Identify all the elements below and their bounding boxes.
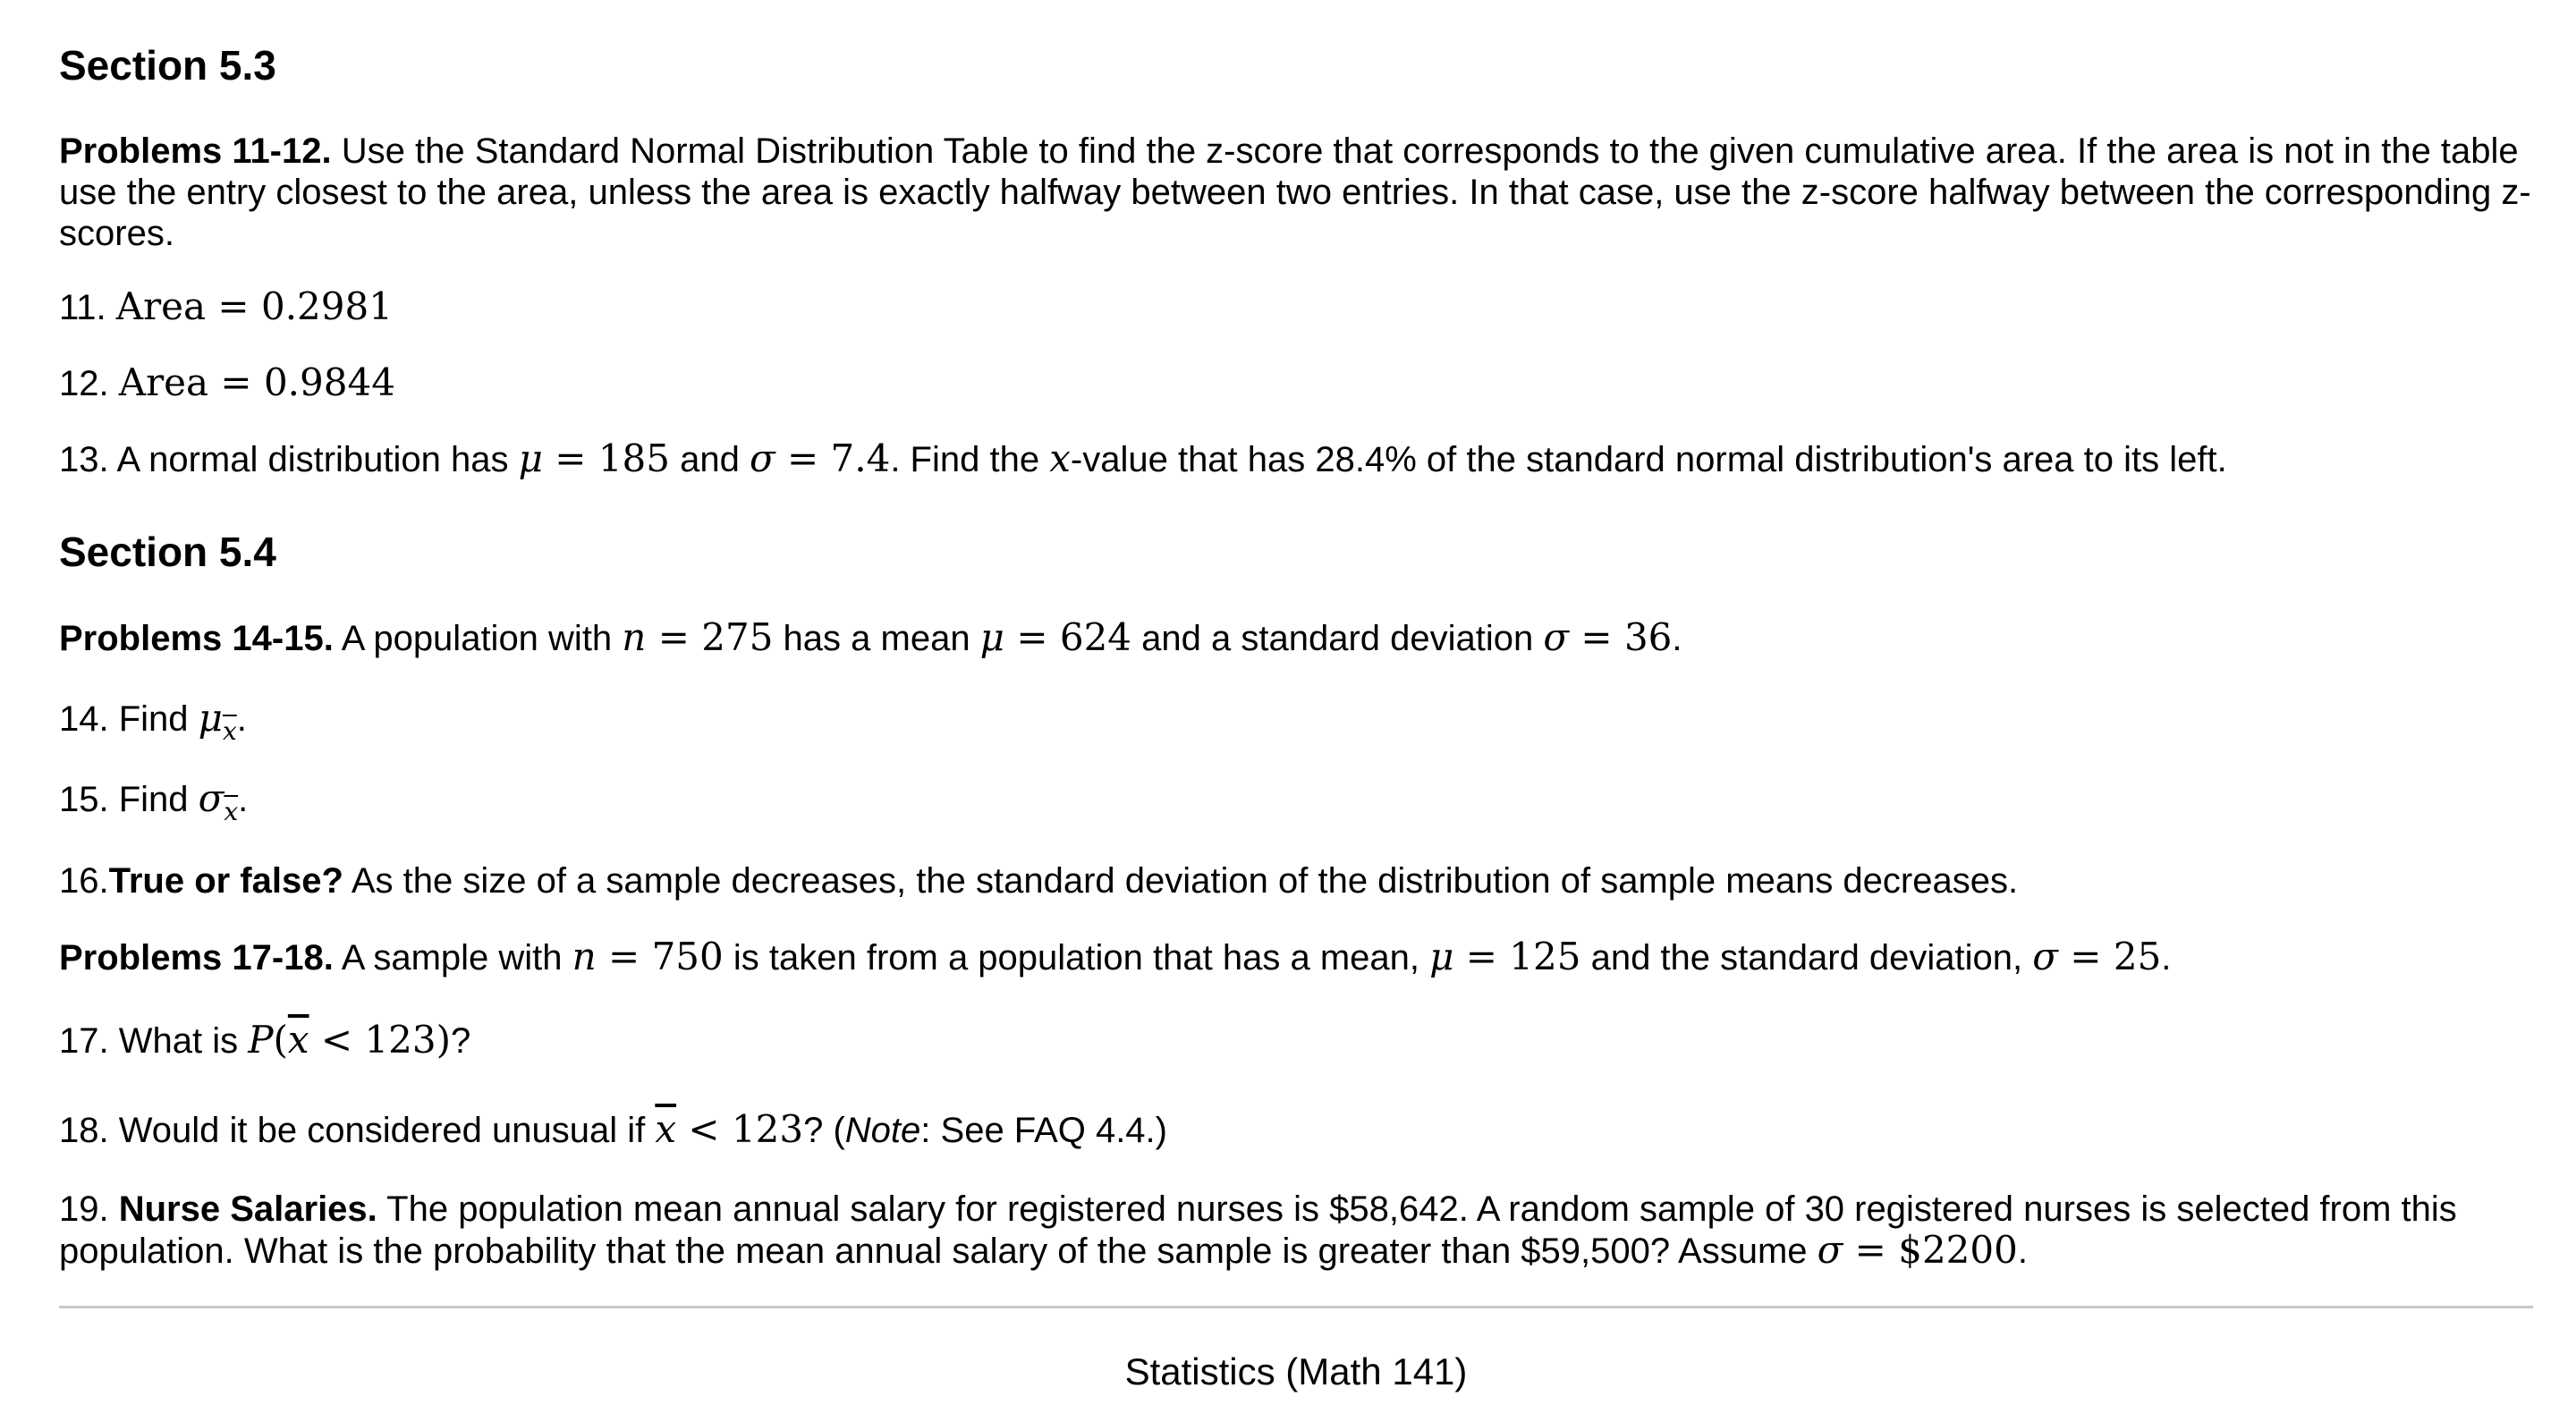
- question-12: [59, 362, 2533, 404]
- question-13-pre: 13. A normal distribution has: [59, 440, 519, 479]
- mu-symbol: μ: [979, 615, 1004, 659]
- question-16: [59, 860, 2533, 901]
- n-value: = 750: [596, 935, 724, 978]
- problems-17-18-intro: [59, 936, 2533, 978]
- question-11-equals: =: [206, 284, 261, 328]
- problems-17-18-pre: A sample with: [333, 938, 572, 978]
- question-13-post: -value that has 28.4% of the standard normal distribution's area to its left.: [1070, 440, 2227, 479]
- sigma-symbol: σ: [749, 436, 775, 480]
- question-18: [59, 1109, 2533, 1151]
- problems-14-15-end: .: [1672, 619, 1682, 658]
- question-15: [59, 778, 2533, 824]
- problems-17-18-mid2: and the standard deviation,: [1580, 938, 2033, 978]
- question-13-and: and: [670, 440, 750, 479]
- section-5-3-heading: Section 5.3: [59, 42, 276, 89]
- sigma-symbol: σ: [1543, 615, 1570, 659]
- mu-value: = 624: [1004, 615, 1132, 659]
- problems-11-12-intro: [59, 131, 2533, 254]
- sigma-value: = 36: [1569, 615, 1673, 659]
- question-15-text: 15. Find: [59, 780, 199, 819]
- problems-14-15-pre: A population with: [333, 619, 623, 658]
- question-14-end: .: [236, 699, 247, 739]
- footer-course-title: Statistics (Math 141): [1124, 1350, 1468, 1392]
- question-18-pre: 18. Would it be considered unusual if: [59, 1111, 656, 1150]
- question-16-number: 16.: [59, 861, 109, 901]
- problems-14-15-label: Problems 14-15.: [59, 619, 334, 658]
- problems-14-15-mid2: and a standard deviation: [1131, 619, 1544, 658]
- question-17: [59, 1020, 2533, 1062]
- question-19-end: .: [2017, 1231, 2028, 1271]
- question-17-pre: 17. What is: [59, 1021, 249, 1061]
- question-15-end: .: [238, 780, 249, 819]
- problems-11-12-label: Problems 11-12.: [59, 131, 332, 171]
- question-14-text: 14. Find: [59, 699, 199, 739]
- note-label: Note: [844, 1111, 921, 1150]
- problems-17-18-label: Problems 17-18.: [59, 938, 334, 978]
- x-bar-symbol: $\overline{x}$: [287, 1018, 309, 1062]
- x-bar-subscript-letter: x: [222, 716, 237, 746]
- inequality: < 123): [309, 1018, 451, 1062]
- open-paren: (: [273, 1018, 288, 1062]
- question-19-number: 19.: [59, 1189, 119, 1229]
- question-11-value: 0.2981: [260, 284, 393, 328]
- question-18-mid: ? (: [803, 1111, 845, 1150]
- question-11-number: 11.: [59, 288, 106, 327]
- inequality: < 123: [676, 1107, 804, 1151]
- problems-11-12-text: Use the Standard Normal Distribution Table to find the z-score that corresponds to the given cumulative area. If the area is not in the table use the entry closest to the area, unless the area is exactly halfway between two entries. In that case, use the z-score halfway between the corresponding z-scores.: [59, 131, 2531, 253]
- problems-17-18-mid1: is taken from a population that has a mean,: [723, 938, 1430, 978]
- question-13-mid: . Find the: [890, 440, 1050, 479]
- n-symbol: n: [622, 615, 647, 659]
- nurse-salaries-label: Nurse Salaries.: [118, 1189, 377, 1229]
- question-14: [59, 696, 2533, 746]
- mu-symbol: μ: [518, 436, 543, 480]
- mu-symbol: μ: [1429, 935, 1454, 978]
- question-11: [59, 286, 2533, 328]
- sigma-symbol: σ: [2032, 935, 2058, 978]
- sigma-value: = $2200: [1843, 1228, 2018, 1272]
- mu-symbol: μ: [198, 696, 223, 740]
- mu-value: = 125: [1453, 935, 1581, 978]
- sigma-symbol: σ: [1817, 1228, 1843, 1272]
- question-12-equals: =: [208, 360, 264, 404]
- question-13: [59, 438, 2533, 480]
- section-5-4-heading: Section 5.4: [59, 529, 276, 575]
- footer-divider: [59, 1306, 2533, 1308]
- question-11-area-word: Area: [115, 284, 207, 328]
- x-bar-subscript: [224, 797, 238, 826]
- x-bar-subscript: [223, 716, 237, 746]
- problems-17-18-end: .: [2161, 938, 2172, 978]
- problems-14-15-intro: [59, 617, 2533, 659]
- probability-symbol: P: [248, 1018, 274, 1062]
- question-12-area-word: Area: [118, 360, 209, 404]
- problems-14-15-mid1: has a mean: [773, 619, 980, 658]
- question-16-text: As the size of a sample decreases, the standard deviation of the distribution of sample means decreases.: [343, 861, 2019, 901]
- question-17-end: ?: [451, 1021, 471, 1061]
- sigma-value: = 7.4: [775, 436, 891, 480]
- true-or-false-label: True or false?: [108, 861, 343, 901]
- question-18-end: : See FAQ 4.4.): [920, 1111, 1167, 1150]
- mu-value: = 185: [542, 436, 670, 480]
- x-bar-symbol: $\overline{x}$: [655, 1107, 677, 1151]
- n-value: = 275: [646, 615, 774, 659]
- question-19-text: The population mean annual salary for registered nurses is $58,642. A random sample of 30 registered nurses is selected from this population. What is the probability that the mean annual salary of the sample is greater than $59,500? Assume: [59, 1189, 2457, 1271]
- x-bar-subscript-letter: x: [224, 797, 239, 826]
- question-19: [59, 1189, 2533, 1272]
- sigma-symbol: σ: [198, 776, 225, 820]
- n-symbol: n: [572, 935, 597, 978]
- question-12-value: 0.9844: [263, 360, 395, 404]
- sigma-value: = 25: [2057, 935, 2162, 978]
- x-symbol: x: [1049, 436, 1071, 480]
- question-12-number: 12.: [59, 364, 109, 403]
